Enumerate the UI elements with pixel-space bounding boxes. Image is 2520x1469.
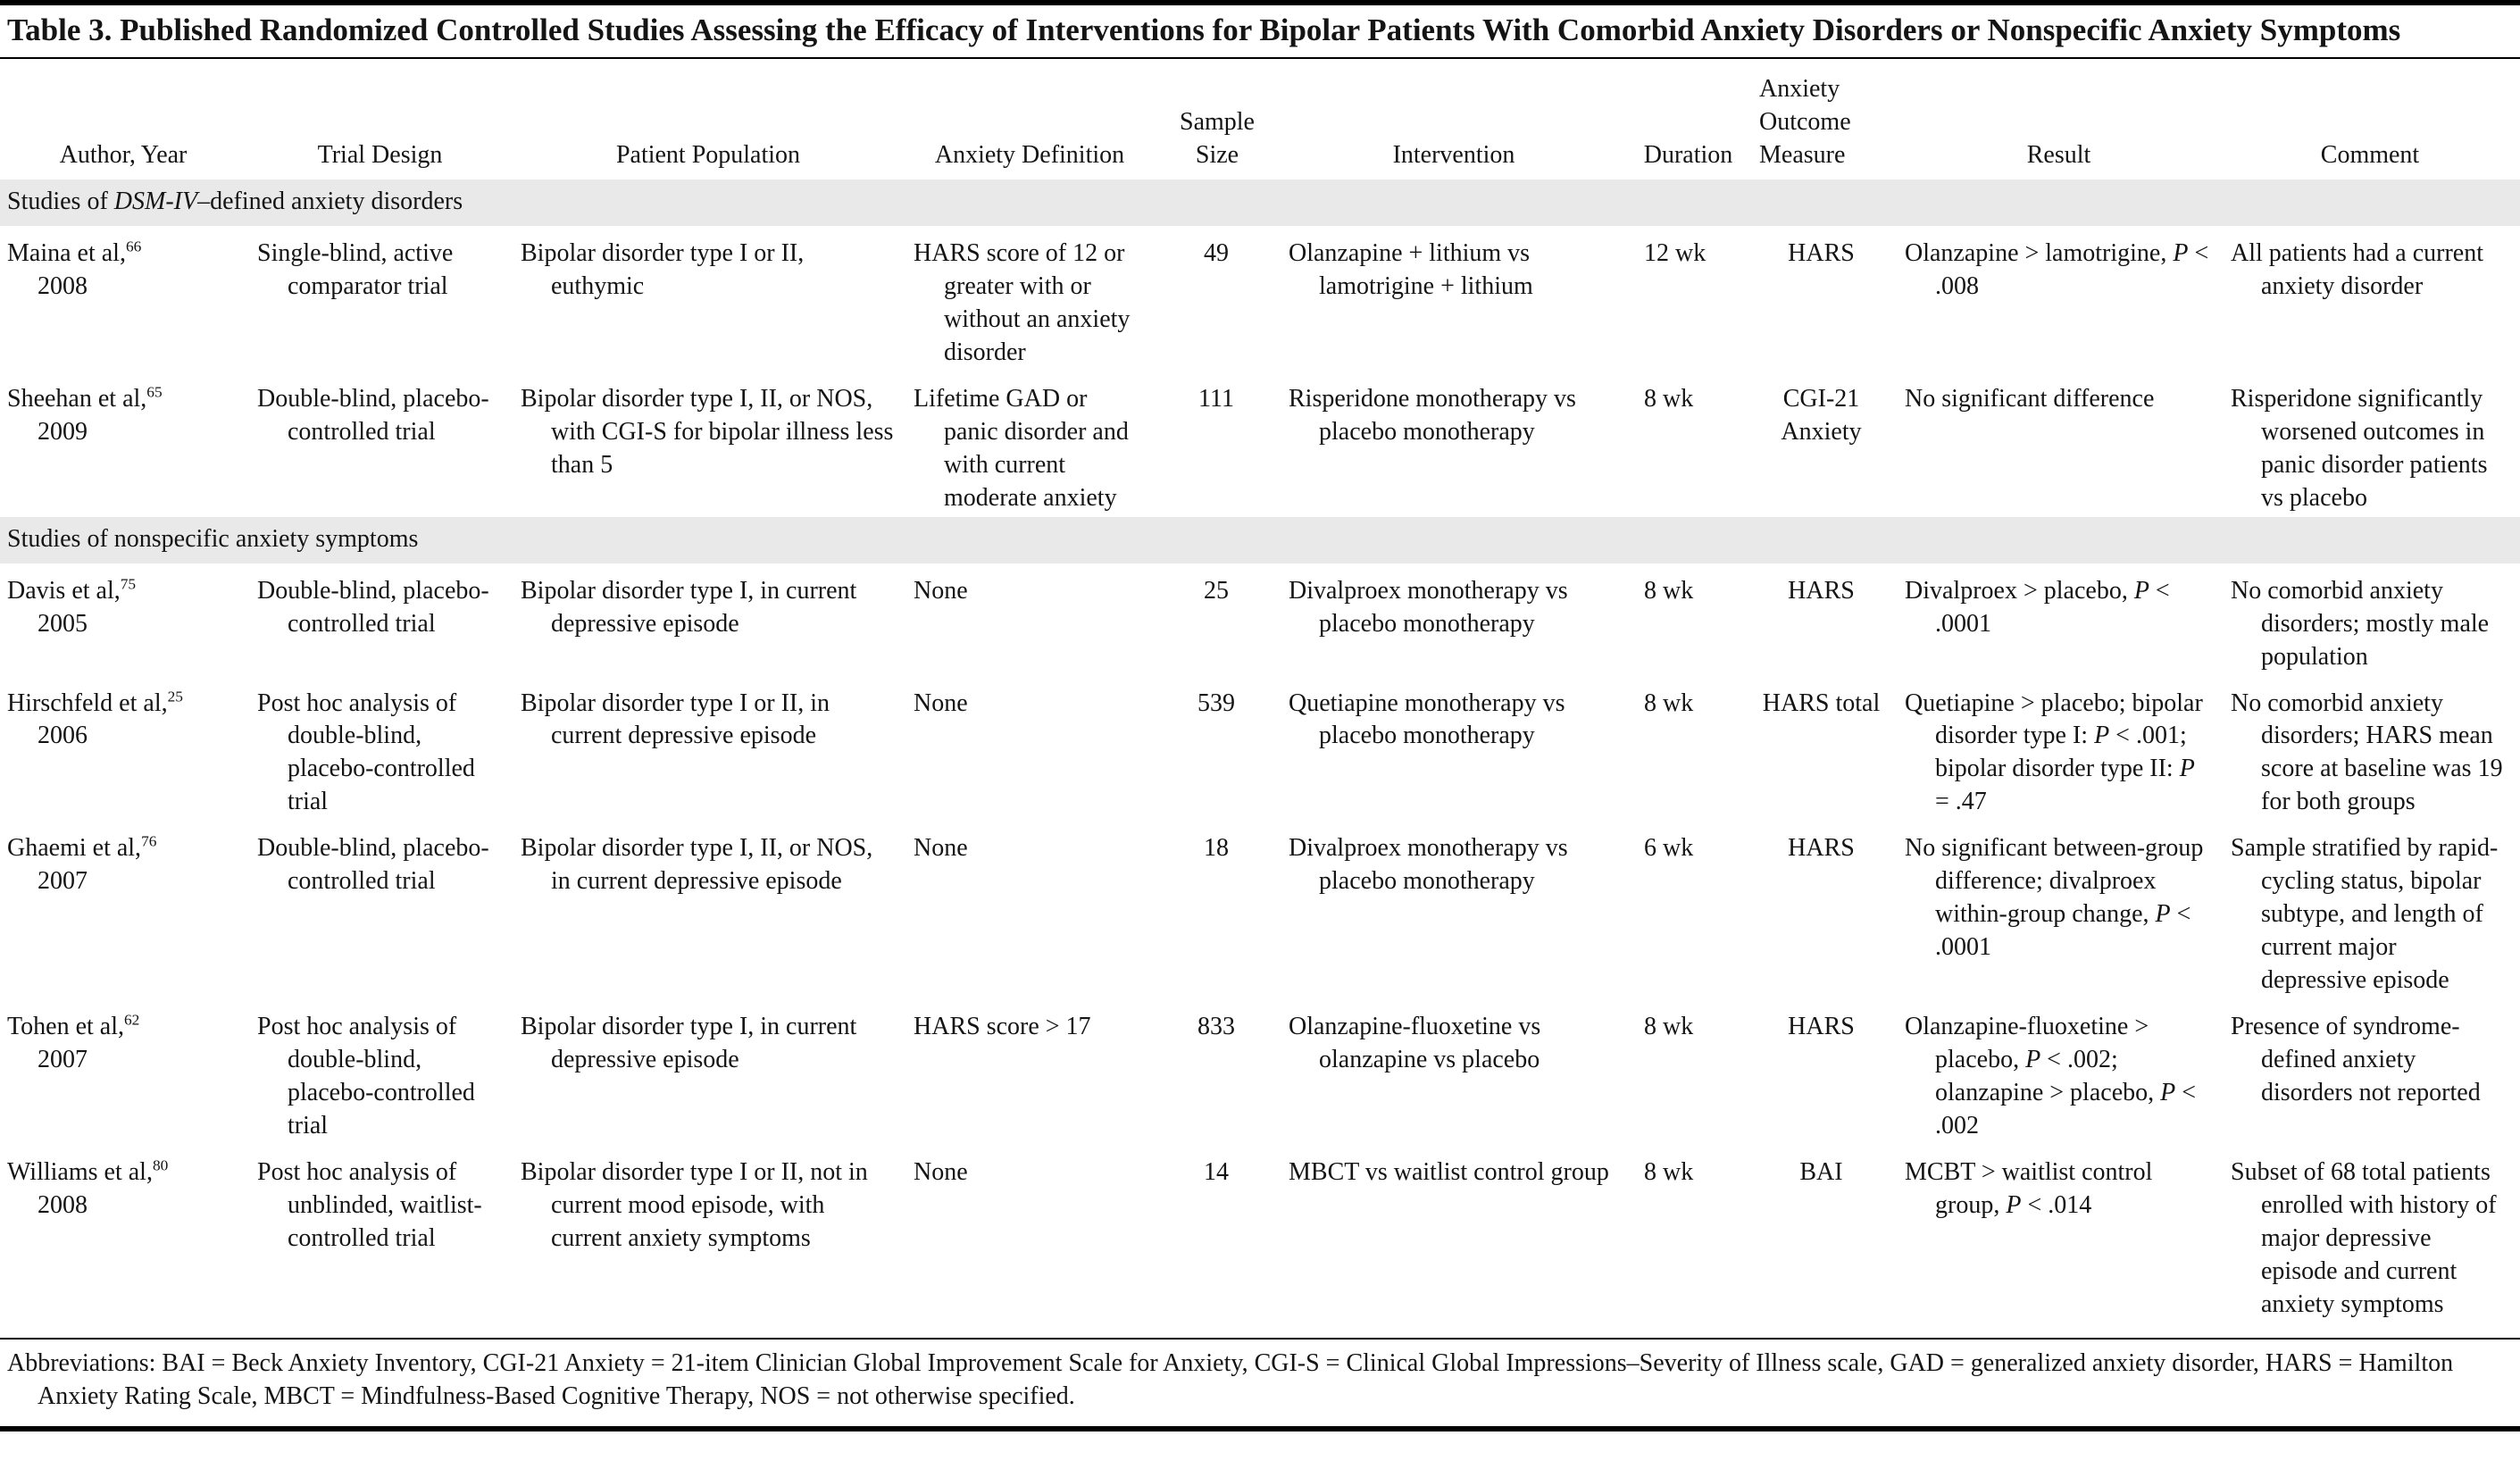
result-text: Olanzapine > lamotrigine, P < .008 [1905, 239, 2209, 301]
patient-population-text: Bipolar disorder type I or II, euthymic [521, 239, 805, 301]
cell-author-year [0, 676, 250, 822]
cell-result [1898, 821, 2224, 999]
patient-population-text: Bipolar disorder type I or II, in current depressive episode [521, 689, 830, 750]
study-row [0, 999, 2520, 1145]
trial-design-text: Double-blind, placebo-controlled trial [257, 834, 489, 896]
intervention-text: Olanzapine + lithium vs lamotrigine + lithium [1289, 239, 1533, 301]
reference-number: 75 [120, 575, 137, 593]
cell-outcome-measure: CGI-21 Anxiety [1781, 384, 1862, 446]
intervention-text: Divalproex monotherapy vs placebo monotherapy [1289, 834, 1568, 896]
author-name-line [7, 688, 238, 721]
cell-outcome-measure: HARS [1788, 1013, 1855, 1041]
author-year: 2007 [38, 1046, 88, 1074]
col-header-result: Result [2026, 141, 2091, 170]
section-header [0, 517, 2520, 563]
cell-anxiety-definition [906, 226, 1156, 371]
cell-patient-population [513, 371, 906, 517]
reference-number: 66 [125, 238, 142, 255]
cell-author-year [0, 999, 250, 1145]
section-label-prefix: Studies of nonspecific anxiety symptoms [7, 524, 419, 553]
author-name-line [7, 238, 238, 271]
anxiety-definition-text: None [914, 576, 968, 605]
study-row [0, 226, 2520, 371]
patient-population-text: Bipolar disorder type I, II, or NOS, with CGI-S for bipolar illness less than 5 [521, 384, 894, 479]
col-header-trial-design: Trial Design [317, 141, 443, 170]
author-name: Maina et al, [7, 239, 126, 268]
result-text: No significant difference [1905, 384, 2155, 413]
author-year: 2008 [38, 1190, 88, 1219]
cell-author-year [0, 1145, 250, 1323]
study-row [0, 821, 2520, 999]
cell-outcome-measure: HARS total [1762, 689, 1881, 717]
study-row [0, 676, 2520, 822]
cell-author-year [0, 563, 250, 676]
intervention-text: Divalproex monotherapy vs placebo monotherapy [1289, 576, 1568, 638]
study-row [0, 563, 2520, 676]
cell-duration: 8 wk [1644, 576, 1694, 605]
studies-table [0, 59, 2520, 1323]
cell-sample-size: 833 [1197, 1013, 1235, 1041]
author-name: Tohen et al, [7, 1013, 124, 1041]
reference-number: 76 [141, 832, 157, 850]
cell-outcome-measure: HARS [1788, 834, 1855, 863]
comment-text: Sample stratified by rapid-cycling status, bipolar subtype, and length of current major depressive episode [2231, 834, 2499, 995]
cell-duration: 8 wk [1644, 1157, 1694, 1186]
cell-comment [2224, 226, 2520, 371]
comment-text: No comorbid anxiety disorders; HARS mean score at baseline was 19 for both groups [2231, 689, 2503, 816]
author-year: 2009 [38, 417, 88, 446]
anxiety-definition-text: None [914, 834, 968, 863]
author-name-line [7, 383, 238, 416]
col-header-anxiety-outcome-measure: Anxiety Outcome Measure [1759, 75, 1851, 170]
cell-trial-design [250, 676, 513, 822]
anxiety-definition-text: Lifetime GAD or panic disorder and with current moderate anxiety [914, 384, 1129, 512]
section-header-row [0, 179, 2520, 226]
col-header-author-year: Author, Year [59, 141, 188, 170]
cell-patient-population [513, 676, 906, 822]
cell-comment [2224, 999, 2520, 1145]
cell-patient-population [513, 999, 906, 1145]
cell-comment [2224, 563, 2520, 676]
study-row [0, 371, 2520, 517]
cell-patient-population [513, 821, 906, 999]
cell-duration: 8 wk [1644, 384, 1694, 413]
author-name: Davis et al, [7, 576, 121, 605]
trial-design-text: Post hoc analysis of double-blind, placebo-controlled trial [257, 1013, 475, 1139]
cell-sample-size: 14 [1204, 1157, 1229, 1186]
cell-anxiety-definition [906, 563, 1156, 676]
abbreviations-note [0, 1338, 2520, 1431]
cell-result [1898, 563, 2224, 676]
column-header-row [0, 59, 2520, 179]
author-name: Sheehan et al, [7, 384, 147, 413]
table-title: Table 3. Published Randomized Controlled Studies Assessing the Efficacy of Interventions for Bipolar Patients With Comorbid Anxiety Disorders or Nonspecific Anxiety Symptoms [0, 0, 2520, 59]
comment-text: Presence of syndrome-defined anxiety disorders not reported [2231, 1013, 2481, 1106]
result-text: Divalproex > placebo, P < .0001 [1905, 576, 2170, 638]
cell-anxiety-definition [906, 676, 1156, 822]
comment-text: All patients had a current anxiety disorder [2231, 239, 2484, 301]
author-name-line [7, 832, 238, 865]
intervention-text: Quetiapine monotherapy vs placebo monotherapy [1289, 689, 1565, 750]
cell-outcome-measure: HARS [1788, 239, 1855, 268]
col-header-patient-population: Patient Population [615, 141, 801, 170]
cell-trial-design [250, 226, 513, 371]
anxiety-definition-text: None [914, 689, 968, 717]
cell-anxiety-definition [906, 371, 1156, 517]
patient-population-text: Bipolar disorder type I, II, or NOS, in current depressive episode [521, 834, 873, 896]
cell-intervention [1281, 226, 1630, 371]
cell-duration: 6 wk [1644, 834, 1694, 863]
section-label-prefix: Studies of [7, 188, 114, 216]
cell-sample-size: 539 [1197, 689, 1235, 717]
cell-intervention [1281, 676, 1630, 822]
intervention-text: Olanzapine-fluoxetine vs olanzapine vs placebo [1289, 1013, 1541, 1074]
abbreviations-text: Abbreviations: BAI = Beck Anxiety Inventory, CGI-21 Anxiety = 21-item Clinician Global Improvement Scale for Anxiety, CGI-S = Clinical Global Impressions–Severity of Illness scale, GAD = generalized anxiety disorder, HARS = Hamilton Anxiety Rating Scale, MBCT = Mindfulness-Based Cognitive Therapy, NOS = not otherwise specified. [7, 1348, 2454, 1410]
trial-design-text: Post hoc analysis of double-blind, placebo-controlled trial [257, 689, 475, 816]
trial-design-text: Double-blind, placebo-controlled trial [257, 576, 489, 638]
cell-outcome-measure: BAI [1799, 1157, 1843, 1186]
cell-intervention [1281, 371, 1630, 517]
cell-anxiety-definition [906, 999, 1156, 1145]
reference-number: 25 [167, 688, 183, 705]
author-name: Williams et al, [7, 1157, 153, 1186]
cell-anxiety-definition [906, 821, 1156, 999]
trial-design-text: Double-blind, placebo-controlled trial [257, 384, 489, 446]
cell-comment [2224, 821, 2520, 999]
cell-result [1898, 226, 2224, 371]
intervention-text: Risperidone monotherapy vs placebo monotherapy [1289, 384, 1576, 446]
result-text: Quetiapine > placebo; bipolar disorder type I: P < .001; bipolar disorder type II: P = .47 [1905, 689, 2203, 816]
cell-patient-population [513, 226, 906, 371]
cell-duration: 8 wk [1644, 1013, 1694, 1041]
cell-intervention [1281, 1145, 1630, 1323]
cell-outcome-measure: HARS [1788, 576, 1855, 605]
col-header-intervention: Intervention [1392, 141, 1515, 170]
reference-number: 80 [152, 1156, 169, 1174]
cell-patient-population [513, 563, 906, 676]
patient-population-text: Bipolar disorder type I or II, not in current mood episode, with current anxiety symptoms [521, 1157, 868, 1252]
anxiety-definition-text: HARS score > 17 [914, 1013, 1091, 1041]
cell-author-year [0, 226, 250, 371]
patient-population-text: Bipolar disorder type I, in current depressive episode [521, 576, 857, 638]
section-header [0, 179, 2520, 226]
study-row [0, 1145, 2520, 1323]
author-year: 2005 [38, 609, 88, 638]
trial-design-text: Single-blind, active comparator trial [257, 239, 454, 301]
patient-population-text: Bipolar disorder type I, in current depressive episode [521, 1013, 857, 1074]
cell-sample-size: 18 [1204, 834, 1229, 863]
cell-result [1898, 1145, 2224, 1323]
col-header-anxiety-definition: Anxiety Definition [934, 141, 1125, 170]
author-year: 2006 [38, 722, 88, 750]
author-name-line [7, 1011, 238, 1044]
author-name: Hirschfeld et al, [7, 689, 168, 717]
cell-trial-design [250, 1145, 513, 1323]
cell-sample-size: 25 [1204, 576, 1229, 605]
result-text: Olanzapine-fluoxetine > placebo, P < .002; olanzapine > placebo, P < .002 [1905, 1013, 2197, 1139]
section-header-row [0, 517, 2520, 563]
cell-intervention [1281, 563, 1630, 676]
author-name-line [7, 575, 238, 608]
section-label-suffix: –defined anxiety disorders [197, 188, 463, 216]
cell-author-year [0, 821, 250, 999]
result-text: No significant between-group difference; divalproex within-group change, P < .0001 [1905, 834, 2204, 962]
col-header-sample-size: Sample Size [1180, 108, 1255, 170]
intervention-text: MBCT vs waitlist control group [1289, 1157, 1609, 1186]
cell-result [1898, 999, 2224, 1145]
cell-anxiety-definition [906, 1145, 1156, 1323]
cell-trial-design [250, 371, 513, 517]
cell-author-year [0, 371, 250, 517]
author-name: Ghaemi et al, [7, 834, 142, 863]
trial-design-text: Post hoc analysis of unblinded, waitlist-controlled trial [257, 1157, 482, 1252]
cell-trial-design [250, 563, 513, 676]
author-name-line [7, 1156, 238, 1189]
comment-text: No comorbid anxiety disorders; mostly male population [2231, 576, 2490, 671]
cell-trial-design [250, 999, 513, 1145]
cell-comment [2224, 676, 2520, 822]
cell-comment [2224, 371, 2520, 517]
table-body [0, 179, 2520, 1323]
comment-text: Subset of 68 total patients enrolled with history of major depressive episode and current anxiety symptoms [2231, 1157, 2497, 1318]
cell-intervention [1281, 821, 1630, 999]
col-header-duration: Duration [1643, 141, 1733, 170]
anxiety-definition-text: HARS score of 12 or greater with or without an anxiety disorder [914, 239, 1131, 366]
author-year: 2007 [38, 867, 88, 896]
cell-duration: 12 wk [1644, 239, 1706, 268]
cell-result [1898, 676, 2224, 822]
author-year: 2008 [38, 272, 88, 301]
cell-patient-population [513, 1145, 906, 1323]
anxiety-definition-text: None [914, 1157, 968, 1186]
cell-intervention [1281, 999, 1630, 1145]
cell-trial-design [250, 821, 513, 999]
reference-number: 62 [124, 1011, 140, 1029]
cell-result [1898, 371, 2224, 517]
comment-text: Risperidone significantly worsened outcomes in panic disorder patients vs placebo [2231, 384, 2488, 512]
result-text: MCBT > waitlist control group, P < .014 [1905, 1157, 2153, 1219]
col-header-comment: Comment [2320, 141, 2420, 170]
cell-sample-size: 49 [1204, 239, 1229, 268]
section-label-italic: DSM-IV [113, 188, 198, 216]
reference-number: 65 [146, 383, 163, 401]
cell-duration: 8 wk [1644, 689, 1694, 717]
cell-comment [2224, 1145, 2520, 1323]
cell-sample-size: 111 [1198, 384, 1234, 413]
